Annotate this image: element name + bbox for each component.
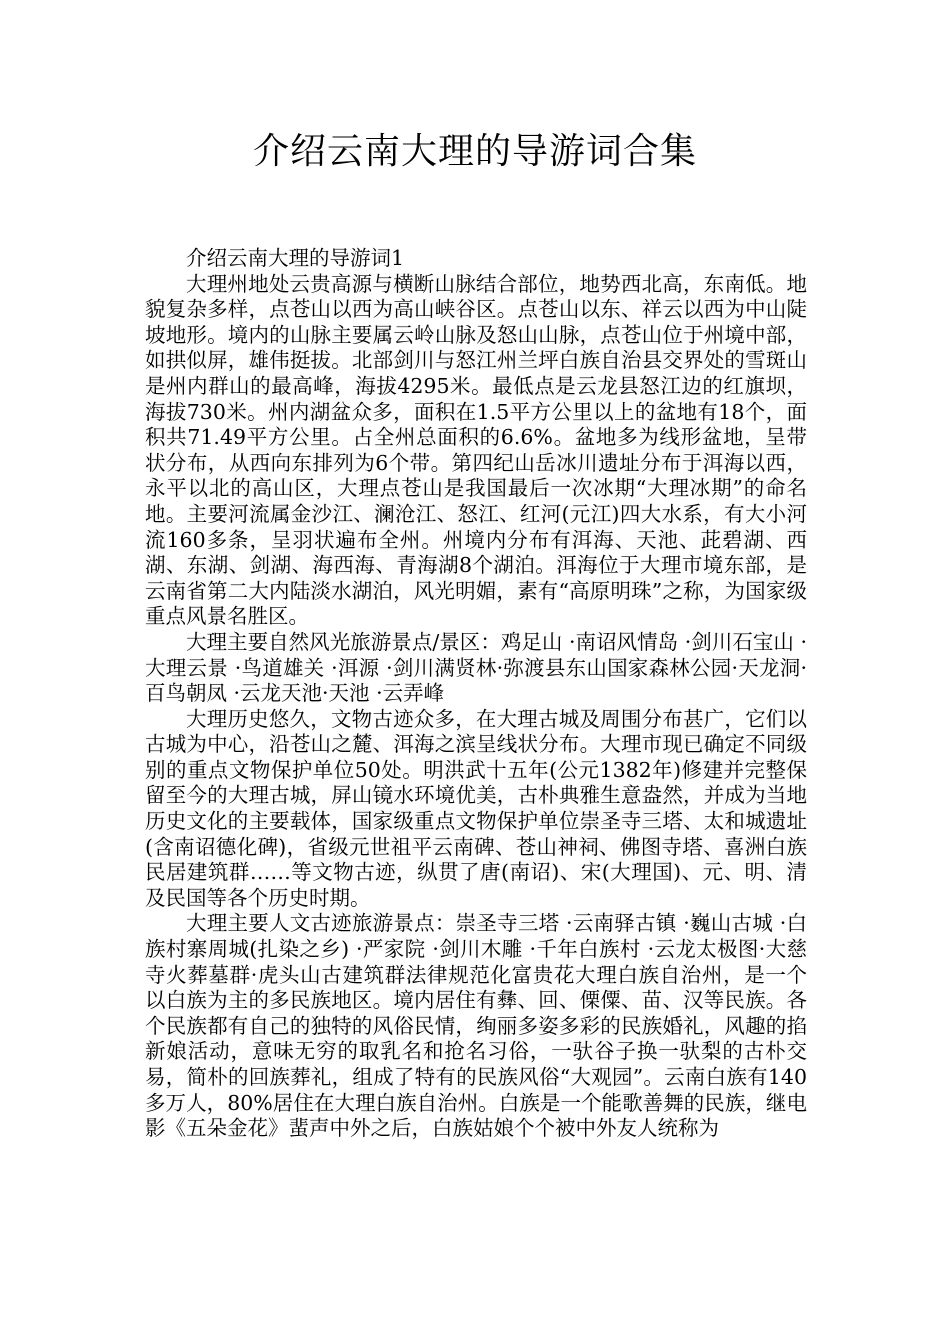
paragraph-natural-sights: 大理主要自然风光旅游景点/景区：鸡足山 ·南诏风情岛 ·剑川石宝山 ·大理云景 ·鸟道雄关 ·洱源 ·剑川满贤林·弥渡县东山国家森林公园·天龙洞·百鸟朝凤 ·云龙天池·天池 ·云弄峰: [145, 629, 807, 706]
document-body: [145, 246, 807, 1142]
document-title: 介绍云南大理的导游词合集: [252, 131, 697, 172]
paragraph-history: 大理历史悠久，文物古迹众多，在大理古城及周围分布甚广，它们以古城为中心，沿苍山之麓、洱海之滨呈线状分布。大理市现已确定不同级别的重点文物保护单位50处。明洪武十五年(公元1382年)修建并完整保留至今的大理古城，屏山镜水环境优美，古朴典雅生意盎然，并成为当地历史文化的主要载体，国家级重点文物保护单位崇圣寺三塔、太和城遗址(含南诏德化碑)，省级元世祖平云南碑、苍山神祠、佛图寺塔、喜洲白族民居建筑群……等文物古迹，纵贯了唐(南诏)、宋(大理国)、元、明、清及民国等各个历史时期。: [145, 706, 807, 910]
section-heading: 介绍云南大理的导游词1: [186, 246, 405, 270]
paragraph-cultural-sights: 大理主要人文古迹旅游景点：崇圣寺三塔 ·云南驿古镇 ·巍山古城 ·白族村寨周城(扎染之乡) ·严家院 ·剑川木雕 ·千年白族村 ·云龙太极图·大慈寺火葬墓群·虎头山古建筑群法律规范化富贵花大理白族自治州，是一个以白族为主的多民族地区。境内居住有彝、回、傈僳、苗、汉等民族。各个民族都有自己的独特的风俗民情，绚丽多姿多彩的民族婚礼，风趣的掐新娘活动，意味无穷的取乳名和抢名习俗，一驮谷子换一驮梨的古朴交易，简朴的回族葬礼，组成了特有的民族风俗“大观园”。云南白族有140多万人，80%居住在大理白族自治州。白族是一个能歌善舞的民族，继电影《五朵金花》蜚声中外之后，白族姑娘个个被中外友人统称为: [145, 911, 807, 1141]
paragraph-geography: 大理州地处云贵高源与横断山脉结合部位，地势西北高，东南低。地貌复杂多样，点苍山以西为高山峡谷区。点苍山以东、祥云以西为中山陡坡地形。境内的山脉主要属云岭山脉及怒山山脉，点苍山位于州境中部，如拱似屏，雄伟挺拔。北部剑川与怒江州兰坪白族自治县交界处的雪斑山是州内群山的最高峰，海拔4295米。最低点是云龙县怒江边的红旗坝，海拔730米。州内湖盆众多，面积在1.5平方公里以上的盆地有18个，面积共71.49平方公里。占全州总面积的6.6%。盆地多为线形盆地，呈带状分布，从西向东排列为6个带。第四纪山岳冰川遗址分布于洱海以西，永平以北的高山区，大理点苍山是我国最后一次冰期“大理冰期”的命名地。主要河流属金沙江、澜沧江、怒江、红河(元江)四大水系，有大小河流160多条，呈羽状遍布全州。州境内分布有洱海、天池、茈碧湖、西湖、东湖、剑湖、海西海、青海湖8个湖泊。洱海位于大理市境东部，是云南省第二大内陆淡水湖泊，风光明媚，素有“高原明珠”之称，为国家级重点风景名胜区。: [145, 271, 807, 629]
